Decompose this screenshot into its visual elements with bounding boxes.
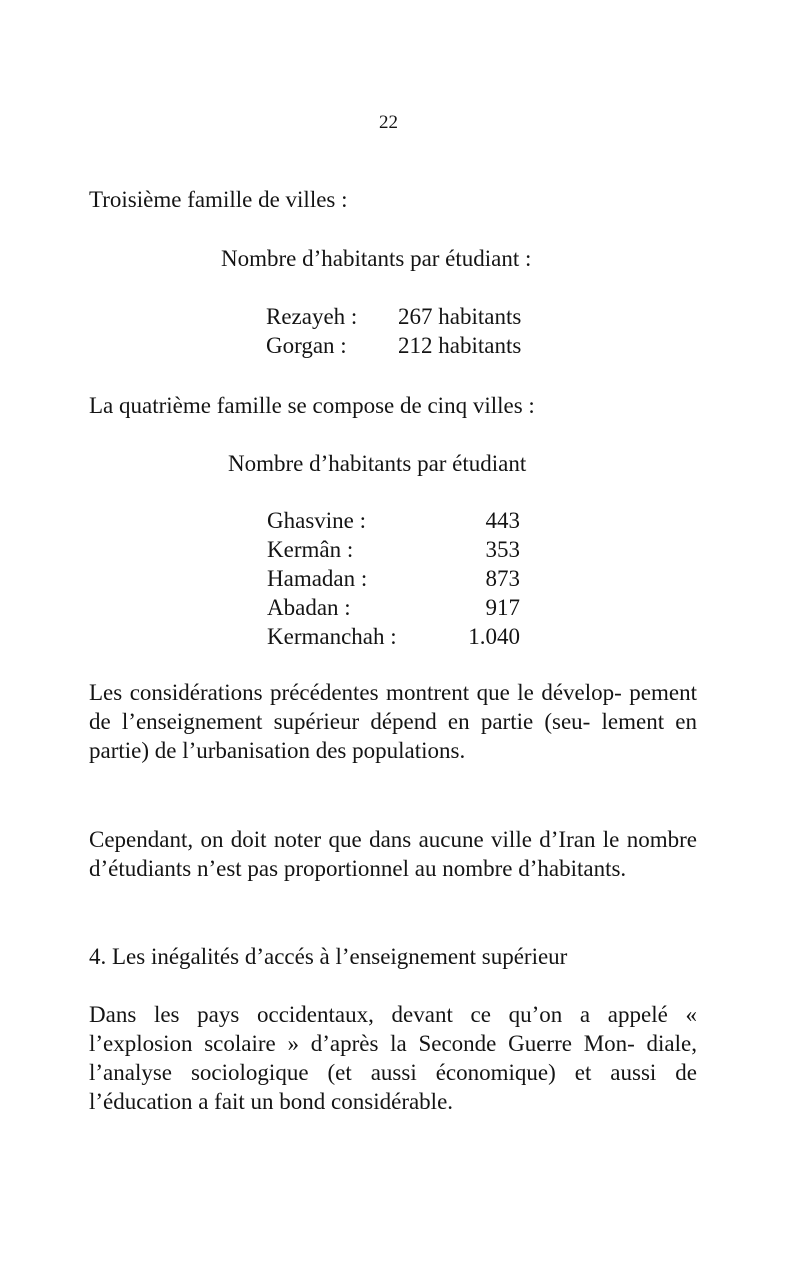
section3-city-gorgan: Gorgan : — [266, 333, 347, 358]
section4-value-kermanchah: 1.040 — [468, 624, 520, 649]
paragraph-occidental-line-2: « l’explosion scolaire » d’après la Seconde Guerre Mon- — [89, 1002, 697, 1056]
paragraph-urbanisation-line-2: pement de l’enseignement supérieur dépend en partie (seu- — [89, 680, 697, 734]
section4-value-ghasvine: 443 — [485, 508, 520, 533]
section3-value-rezayeh: 267 habitants — [398, 304, 522, 329]
section3-city-rezayeh: Rezayeh : — [266, 304, 358, 329]
section4-city-ghasvine: Ghasvine : — [267, 508, 367, 533]
paragraph-occidental-line-4: de l’éducation a fait un bond considérable. — [89, 1060, 698, 1114]
section4-value-hamadan: 873 — [485, 566, 520, 591]
section3-subheading: Nombre d’habitants par étudiant : — [221, 246, 532, 271]
section4-value-abadan: 917 — [485, 595, 520, 620]
section4-city-hamadan: Hamadan : — [267, 566, 368, 591]
paragraph-occidental-line-1: Dans les pays occidentaux, devant ce qu’on a appelé — [89, 1002, 668, 1027]
paragraph-proportion-line-3: d’habitants. — [518, 856, 627, 881]
paragraph-urbanisation-line-1: Les considérations précédentes montrent que le dévelop- — [89, 680, 622, 705]
paragraph-proportion — [89, 825, 697, 883]
paragraph-urbanisation-line-3: lement en partie) de l’urbanisation des populations. — [89, 709, 698, 763]
section3-value-gorgan: 212 habitants — [398, 333, 522, 358]
section4-city-abadan: Abadan : — [267, 595, 351, 620]
section-title: 4. Les inégalités d’accés à l’enseignement supérieur — [89, 944, 568, 969]
paragraph-proportion-line-1: Cependant, on doit noter que dans aucune ville d’Iran le — [89, 827, 620, 852]
paragraph-occidental — [89, 1000, 697, 1116]
section4-city-kermanchah: Kermanchah : — [267, 624, 397, 649]
section3-heading: Troisième famille de villes : — [89, 187, 348, 212]
paragraph-occidental-line-3: diale, l’analyse sociologique (et aussi économique) et aussi — [89, 1031, 697, 1085]
section4-heading: La quatrième famille se compose de cinq villes : — [89, 393, 535, 418]
section4-value-kerman: 353 — [485, 537, 520, 562]
paragraph-proportion-line-2: nombre d’étudiants n’est pas proportionnel au nombre — [89, 827, 697, 881]
section4-city-kerman: Kermân : — [267, 537, 354, 562]
paragraph-urbanisation — [89, 678, 697, 765]
section4-subheading: Nombre d’habitants par étudiant — [228, 451, 527, 476]
page-number: 22 — [379, 112, 398, 133]
